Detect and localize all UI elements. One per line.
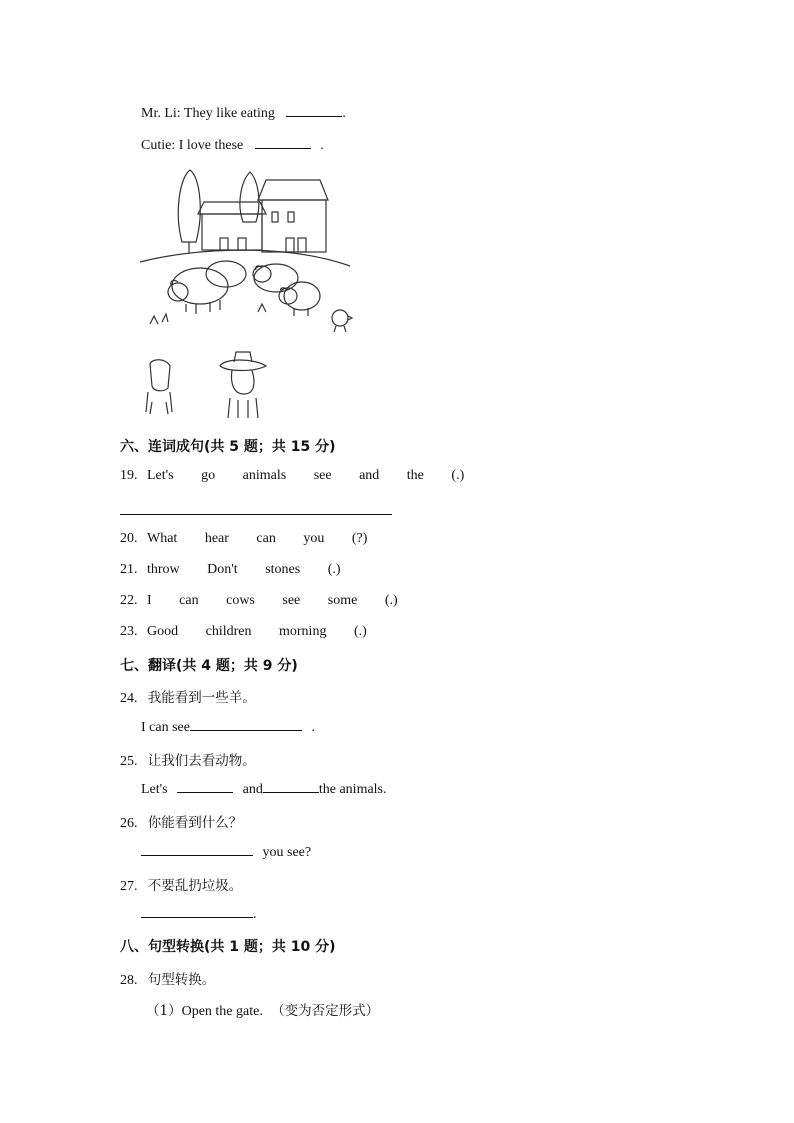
- word: hear: [204, 531, 229, 546]
- answer-26: [141, 843, 311, 861]
- question-number: 22.: [120, 593, 138, 608]
- question-number: 28.: [120, 973, 138, 988]
- section7-heading: 七、翻译(共 4 题；共 9 分): [120, 658, 298, 674]
- answer-blank[interactable]: [263, 780, 319, 793]
- question-23: [120, 624, 391, 640]
- word: see: [313, 468, 332, 483]
- chinese-sentence: 让我们去看动物。: [147, 753, 256, 769]
- answer-text: and: [242, 782, 263, 797]
- chinese-sentence: 你能看到什么？: [147, 815, 243, 831]
- dialogue-line-2: [141, 136, 324, 154]
- question-number: 27.: [120, 879, 138, 894]
- question-number: 23.: [120, 624, 138, 639]
- question-28: [120, 968, 215, 989]
- question-27: [120, 874, 242, 895]
- sub-question-note: （变为否定形式）: [271, 1003, 380, 1019]
- answer-24: [141, 718, 315, 736]
- question-25: [120, 749, 256, 770]
- answer-25: [141, 780, 387, 798]
- answer-line[interactable]: [120, 514, 392, 515]
- word: animals: [242, 468, 287, 483]
- question-28-1: [146, 999, 379, 1020]
- answer-27: [141, 905, 257, 923]
- word: (.): [451, 468, 465, 483]
- speaker: Mr. Li:: [141, 106, 181, 121]
- question-number: 25.: [120, 754, 138, 769]
- word: throw: [147, 562, 180, 577]
- question-24: [120, 686, 256, 707]
- answer-blank[interactable]: [286, 104, 342, 117]
- word: morning: [279, 624, 327, 639]
- answer-text: the animals.: [318, 782, 387, 797]
- section6-heading: 六、连词成句(共 5 题；共 15 分): [120, 439, 336, 455]
- answer-blank[interactable]: [255, 136, 311, 149]
- question-number: 20.: [120, 531, 138, 546]
- word: go: [201, 468, 216, 483]
- dialogue-text: They like eating: [183, 106, 275, 121]
- speaker: Cutie:: [141, 138, 176, 153]
- farm-sketch-image: [138, 162, 368, 422]
- question-number: 21.: [120, 562, 138, 577]
- word: Good: [147, 624, 179, 639]
- word: I: [147, 593, 152, 608]
- question-21: [120, 562, 365, 578]
- chinese-sentence: 我能看到一些羊。: [147, 690, 256, 706]
- word: you: [303, 531, 325, 546]
- word: What: [147, 531, 178, 546]
- dialogue-line-1: [141, 104, 346, 122]
- word: (.): [327, 562, 341, 577]
- word: and: [359, 468, 380, 483]
- word: some: [327, 593, 358, 608]
- chinese-sentence: 不要乱扔垃圾。: [147, 878, 243, 894]
- answer-text: I can see: [141, 720, 190, 735]
- word: cows: [226, 593, 255, 608]
- word: Don't: [207, 562, 238, 577]
- word: (.): [353, 624, 367, 639]
- word: can: [179, 593, 199, 608]
- sub-question-text: Open the gate.: [181, 1004, 263, 1019]
- answer-blank[interactable]: [177, 780, 233, 793]
- question-number: 26.: [120, 816, 138, 831]
- punct: .: [253, 907, 257, 922]
- word: the: [406, 468, 424, 483]
- word: stones: [265, 562, 301, 577]
- word: children: [205, 624, 252, 639]
- answer-blank[interactable]: [141, 905, 253, 918]
- punct: .: [342, 106, 346, 121]
- question-26: [120, 811, 242, 832]
- word: (.): [384, 593, 398, 608]
- question-number: 24.: [120, 691, 138, 706]
- word: see: [282, 593, 301, 608]
- word: Let's: [147, 468, 174, 483]
- section8-heading: 八、句型转换(共 1 题；共 10 分): [120, 939, 336, 955]
- dialogue-text: I love these: [178, 138, 244, 153]
- word: can: [256, 531, 276, 546]
- question-19: [120, 468, 488, 484]
- sub-question-number: （1）: [146, 1003, 182, 1019]
- word: (?): [351, 531, 368, 546]
- answer-text: you see?: [262, 845, 312, 860]
- question-text: 句型转换。: [147, 972, 216, 988]
- question-22: [120, 593, 422, 609]
- punct: .: [320, 138, 324, 153]
- question-20: [120, 531, 391, 547]
- answer-blank[interactable]: [190, 718, 302, 731]
- answer-blank[interactable]: [141, 843, 253, 856]
- question-number: 19.: [120, 468, 138, 483]
- answer-text: Let's: [141, 782, 168, 797]
- punct: .: [311, 720, 315, 735]
